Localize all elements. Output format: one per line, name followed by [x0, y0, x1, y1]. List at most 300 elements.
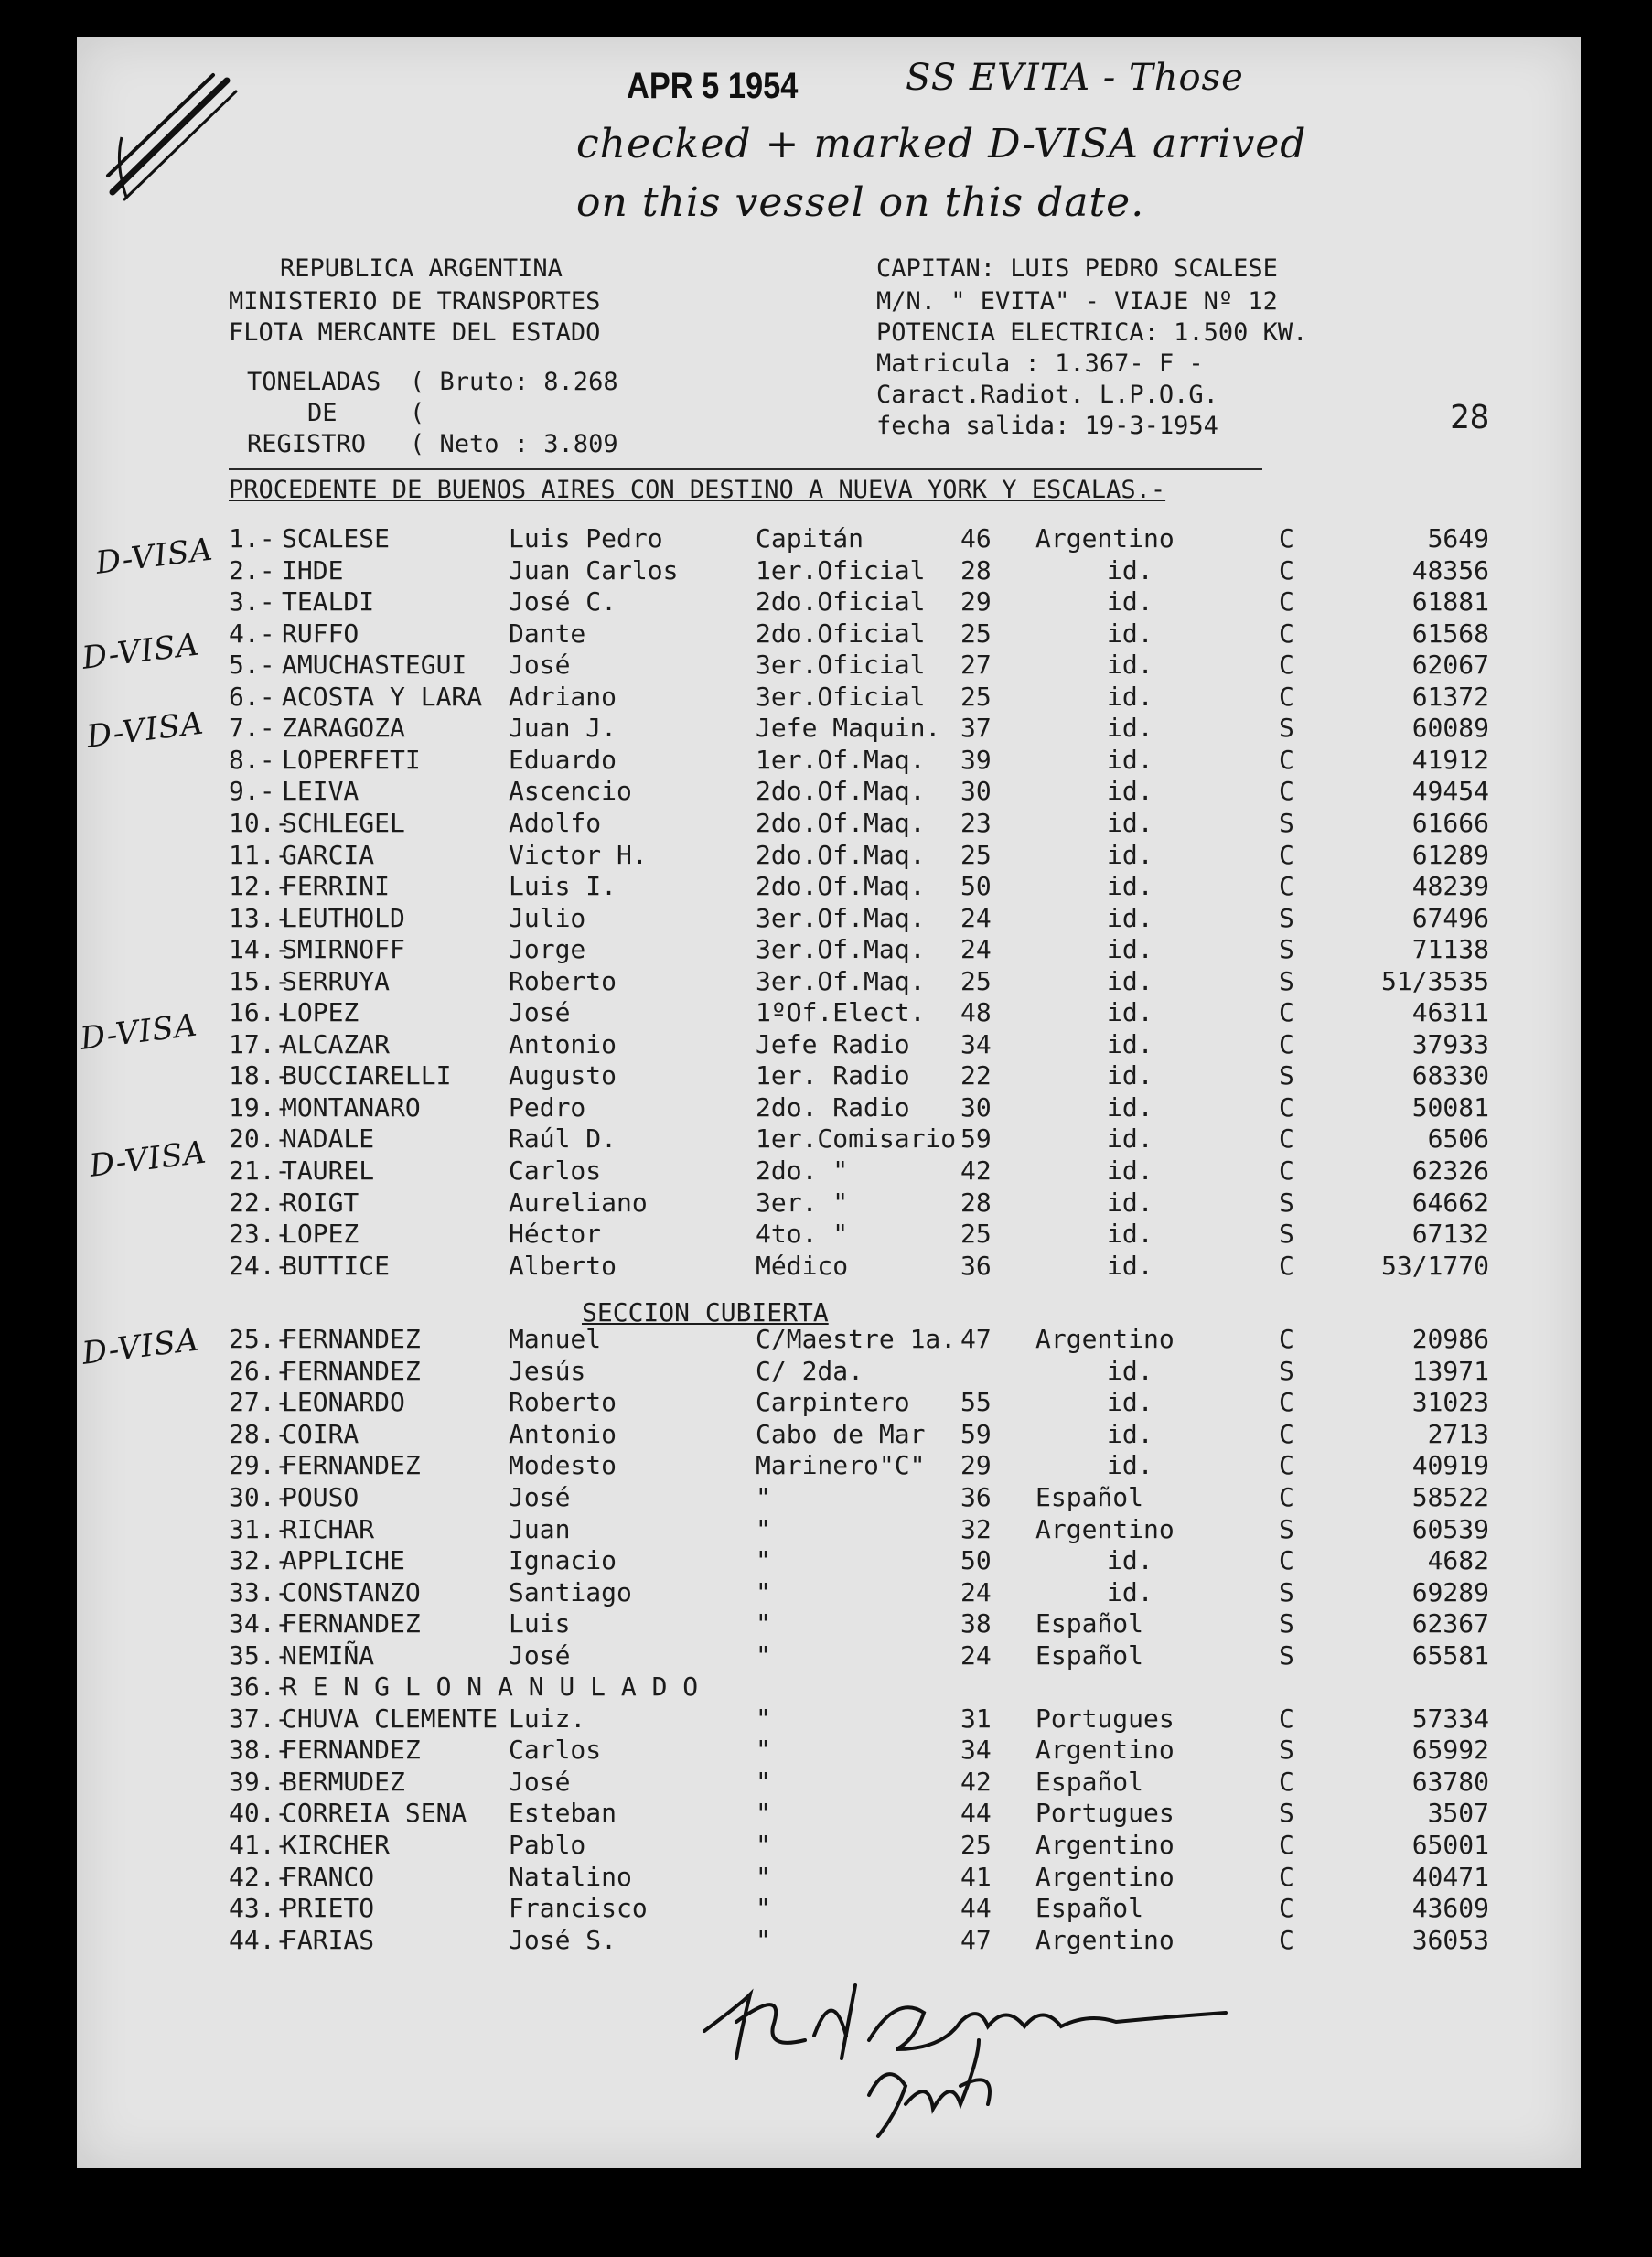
- row-age: 36: [960, 1481, 992, 1512]
- row-id-number: 6506: [1427, 1123, 1489, 1155]
- row-age: 55: [960, 1387, 992, 1418]
- row-rank: ": [756, 1545, 771, 1576]
- row-number: 40.-: [229, 1798, 291, 1829]
- row-nationality: id.: [1107, 618, 1153, 649]
- row-class: S: [1279, 965, 1294, 996]
- row-nationality: id.: [1107, 871, 1153, 902]
- row-rank: ": [756, 1703, 771, 1734]
- header-fleet: FLOTA MERCANTE DEL ESTADO: [229, 318, 601, 347]
- row-age: 25: [960, 1219, 992, 1250]
- row-rank: 2do.Of.Maq.: [756, 839, 926, 870]
- row-given-name: Esteban: [509, 1798, 617, 1829]
- row-given-name: Roberto: [509, 1387, 617, 1418]
- row-nationality: id.: [1107, 1091, 1153, 1123]
- row-nationality: id.: [1107, 965, 1153, 996]
- row-given-name: Luis I.: [509, 871, 617, 902]
- row-given-name: Héctor: [509, 1219, 602, 1250]
- row-nationality: id.: [1107, 1545, 1153, 1576]
- row-id-number: 61568: [1411, 618, 1489, 649]
- dvisa-mark-row-1: D-VISA: [93, 531, 216, 582]
- row-rank: ": [756, 1798, 771, 1829]
- dvisa-mark-row-16: D-VISA: [78, 1006, 200, 1058]
- row-class: S: [1279, 1219, 1294, 1250]
- row-surname: SCALESE: [282, 523, 391, 554]
- row-rank: C/Maestre 1a.: [756, 1324, 957, 1355]
- row-age: 59: [960, 1418, 992, 1449]
- row-number: 7.-: [229, 713, 275, 744]
- row-id-number: 65992: [1411, 1735, 1489, 1766]
- row-nationality: id.: [1107, 713, 1153, 744]
- row-id-number: 40919: [1411, 1450, 1489, 1481]
- row-id-number: 57334: [1411, 1703, 1489, 1734]
- row-class: C: [1279, 523, 1294, 554]
- row-nationality: id.: [1107, 1187, 1153, 1218]
- row-rank: 1er. Radio: [756, 1060, 910, 1091]
- row-number: 31.-: [229, 1513, 291, 1544]
- row-rank: 3er.Oficial: [756, 681, 926, 712]
- row-class: C: [1279, 1324, 1294, 1355]
- row-class: C: [1279, 586, 1294, 618]
- row-age: 34: [960, 1028, 992, 1059]
- row-id-number: 68330: [1411, 1060, 1489, 1091]
- tonnage-bruto: ( Bruto: 8.268: [410, 368, 618, 396]
- row-class: S: [1279, 934, 1294, 965]
- row-age: 27: [960, 650, 992, 681]
- row-rank: ": [756, 1513, 771, 1544]
- row-number: 13.-: [229, 902, 291, 933]
- row-id-number: 51/3535: [1380, 965, 1489, 996]
- row-number: 3.-: [229, 586, 275, 618]
- dvisa-mark-row-7: D-VISA: [84, 704, 207, 756]
- row-id-number: 65581: [1411, 1639, 1489, 1671]
- row-class: C: [1279, 776, 1294, 807]
- row-age: 42: [960, 1155, 992, 1186]
- row-surname: NEMIÑA: [282, 1639, 375, 1671]
- row-rank: Jefe Radio: [756, 1028, 910, 1059]
- row-surname: TEALDI: [282, 586, 375, 618]
- row-id-number: 36053: [1411, 1924, 1489, 1955]
- row-rank: ": [756, 1861, 771, 1892]
- row-age: 34: [960, 1735, 992, 1766]
- row-given-name: José: [509, 997, 571, 1028]
- row-number: 24.-: [229, 1250, 291, 1281]
- row-nationality: Español: [1035, 1766, 1144, 1797]
- row-rank: ": [756, 1576, 771, 1607]
- row-age: 48: [960, 997, 992, 1028]
- row-surname: CONSTANZO: [282, 1576, 421, 1607]
- row-nationality: Argentino: [1035, 1830, 1175, 1860]
- row-id-number: 61372: [1411, 681, 1489, 712]
- row-surname: AMUCHASTEGUI: [282, 650, 467, 681]
- row-surname: LOPEZ: [282, 997, 359, 1028]
- row-rank: ": [756, 1481, 771, 1512]
- row-number: 14.-: [229, 934, 291, 965]
- tonnage-label-2: DE: [307, 399, 338, 427]
- row-class: C: [1279, 1250, 1294, 1281]
- row-class: C: [1279, 1830, 1294, 1860]
- row-given-name: José: [509, 1481, 571, 1512]
- row-id-number: 40471: [1411, 1861, 1489, 1892]
- row-nationality: id.: [1107, 902, 1153, 933]
- row-given-name: Luis Pedro: [509, 523, 663, 554]
- header-departure-date: fecha salida: 19-3-1954: [876, 412, 1218, 440]
- row-class: S: [1279, 1187, 1294, 1218]
- row-number: 19.-: [229, 1091, 291, 1123]
- row-nationality: id.: [1107, 554, 1153, 586]
- row-class: C: [1279, 681, 1294, 712]
- row-nationality: Portugues: [1035, 1798, 1175, 1829]
- row-age: 29: [960, 1450, 992, 1481]
- row-given-name: José S.: [509, 1924, 617, 1955]
- row-class: C: [1279, 744, 1294, 775]
- row-nationality: id.: [1107, 997, 1153, 1028]
- row-class: C: [1279, 1893, 1294, 1924]
- row-class: C: [1279, 997, 1294, 1028]
- row-age: 25: [960, 965, 992, 996]
- row-given-name: Luiz.: [509, 1703, 586, 1734]
- row-surname: APPLICHE: [282, 1545, 405, 1576]
- row-number: 15.-: [229, 965, 291, 996]
- row-rank: Jefe Maquin.: [756, 713, 941, 744]
- row-number: 27.-: [229, 1387, 291, 1418]
- row-surname: FERNANDEZ: [282, 1355, 421, 1386]
- row-age: 41: [960, 1861, 992, 1892]
- header-vessel-voyage: M/N. " EVITA" - VIAJE Nº 12: [876, 287, 1278, 316]
- row-number: 28.-: [229, 1418, 291, 1449]
- row-nationality: id.: [1107, 1155, 1153, 1186]
- row-given-name: Modesto: [509, 1450, 617, 1481]
- row-given-name: Roberto: [509, 965, 617, 996]
- row-nationality: id.: [1107, 650, 1153, 681]
- header-registration: Matricula : 1.367- F -: [876, 349, 1204, 378]
- row-rank: 3er.Of.Maq.: [756, 934, 926, 965]
- handwritten-note-line-2: checked + marked D-VISA arrived: [576, 121, 1307, 167]
- row-class: C: [1279, 1703, 1294, 1734]
- row-given-name: Juan J.: [509, 713, 617, 744]
- row-nationality: id.: [1107, 1387, 1153, 1418]
- row-surname: FERNANDEZ: [282, 1450, 421, 1481]
- row-age: 28: [960, 1187, 992, 1218]
- row-nationality: Español: [1035, 1608, 1144, 1639]
- row-surname: FRANCO: [282, 1861, 375, 1892]
- row-class: C: [1279, 1091, 1294, 1123]
- row-rank: 2do.Oficial: [756, 586, 926, 618]
- row-class: C: [1279, 1766, 1294, 1797]
- dvisa-mark-row-4: D-VISA: [80, 626, 202, 677]
- row-given-name: Carlos: [509, 1155, 602, 1186]
- row-surname: ROIGT: [282, 1187, 359, 1218]
- row-given-name: Jesús: [509, 1355, 586, 1386]
- row-nationality: Argentino: [1035, 523, 1175, 554]
- row-id-number: 71138: [1411, 934, 1489, 965]
- row-number: 25.-: [229, 1324, 291, 1355]
- row-rank: ": [756, 1608, 771, 1639]
- row-id-number: 37933: [1411, 1028, 1489, 1059]
- row-class: C: [1279, 839, 1294, 870]
- row-surname: ACOSTA Y LARA: [282, 681, 483, 712]
- row-rank: Marinero"C": [756, 1450, 926, 1481]
- row-rank: Carpintero: [756, 1387, 910, 1418]
- row-given-name: Antonio: [509, 1028, 617, 1059]
- row-id-number: 48239: [1411, 871, 1489, 902]
- row-class: C: [1279, 554, 1294, 586]
- row-age: 50: [960, 871, 992, 902]
- row-id-number: 63780: [1411, 1766, 1489, 1797]
- row-number: 16.-: [229, 997, 291, 1028]
- row-surname: LEONARDO: [282, 1387, 405, 1418]
- row-surname: MONTANARO: [282, 1091, 421, 1123]
- row-given-name: Adolfo: [509, 807, 602, 838]
- row-number: 33.-: [229, 1576, 291, 1607]
- row-rank: C/ 2da.: [756, 1355, 864, 1386]
- row-age: 44: [960, 1798, 992, 1829]
- row-id-number: 5649: [1427, 523, 1489, 554]
- row-given-name: José: [509, 1766, 571, 1797]
- row-age: 24: [960, 1576, 992, 1607]
- row-age: 25: [960, 839, 992, 870]
- row-class: S: [1279, 807, 1294, 838]
- row-number: 30.-: [229, 1481, 291, 1512]
- row-rank: 1ºOf.Elect.: [756, 997, 926, 1028]
- row-class: S: [1279, 713, 1294, 744]
- row-number: 21.-: [229, 1155, 291, 1186]
- row-rank: 3er.Of.Maq.: [756, 965, 926, 996]
- row-rank: 2do.Of.Maq.: [756, 807, 926, 838]
- row-class: S: [1279, 1355, 1294, 1386]
- row-class: C: [1279, 1861, 1294, 1892]
- corner-check-mark: [99, 64, 245, 210]
- row-age: 59: [960, 1123, 992, 1155]
- row-number: 42.-: [229, 1861, 291, 1892]
- row-id-number: 13971: [1411, 1355, 1489, 1386]
- row-number: 6.-: [229, 681, 275, 712]
- row-surname: FERNANDEZ: [282, 1735, 421, 1766]
- row-id-number: 62326: [1411, 1155, 1489, 1186]
- row-age: 30: [960, 1091, 992, 1123]
- row-number: 2.-: [229, 554, 275, 586]
- row-age: 22: [960, 1060, 992, 1091]
- row-surname: ZARAGOZA: [282, 713, 405, 744]
- header-captain: CAPITAN: LUIS PEDRO SCALESE: [876, 254, 1278, 283]
- row-nationality: id.: [1107, 1219, 1153, 1250]
- handwritten-note-line-1: SS EVITA - Those: [906, 57, 1244, 99]
- tonnage-label-1: TONELADAS: [247, 368, 381, 396]
- row-number: 5.-: [229, 650, 275, 681]
- row-surname: KIRCHER: [282, 1830, 391, 1860]
- row-surname: FARIAS: [282, 1924, 375, 1955]
- row-given-name: Luis: [509, 1608, 571, 1639]
- row-number: 41.-: [229, 1830, 291, 1860]
- row-given-name: Ignacio: [509, 1545, 617, 1576]
- row-surname: BERMUDEZ: [282, 1766, 405, 1797]
- row-number: 20.-: [229, 1123, 291, 1155]
- row-given-name: Antonio: [509, 1418, 617, 1449]
- row-number: 4.-: [229, 618, 275, 649]
- row-nationality: id.: [1107, 1450, 1153, 1481]
- row-surname: FERRINI: [282, 871, 391, 902]
- row-given-name: Pablo: [509, 1830, 586, 1860]
- row-surname: BUTTICE: [282, 1250, 391, 1281]
- row-class: C: [1279, 618, 1294, 649]
- row-nationality: id.: [1107, 1418, 1153, 1449]
- row-number: 10.-: [229, 807, 291, 838]
- row-age: 31: [960, 1703, 992, 1734]
- row-id-number: 65001: [1411, 1830, 1489, 1860]
- row-nationality: id.: [1107, 934, 1153, 965]
- row-age: 25: [960, 618, 992, 649]
- row-rank: 2do.Of.Maq.: [756, 776, 926, 807]
- row-class: S: [1279, 1798, 1294, 1829]
- dvisa-mark-row-20: D-VISA: [87, 1134, 209, 1185]
- row-given-name: Augusto: [509, 1060, 617, 1091]
- header-radio-call: Caract.Radiot. L.P.O.G.: [876, 381, 1218, 409]
- row-surname: LOPERFETI: [282, 744, 421, 775]
- row-nationality: id.: [1107, 1028, 1153, 1059]
- row-nationality: id.: [1107, 1060, 1153, 1091]
- row-age: 25: [960, 1830, 992, 1860]
- row-given-name: Alberto: [509, 1250, 617, 1281]
- row-surname: SMIRNOFF: [282, 934, 405, 965]
- row-rank: 3er.Of.Maq.: [756, 902, 926, 933]
- row-class: C: [1279, 1387, 1294, 1418]
- row-age: 36: [960, 1250, 992, 1281]
- row-number: 43.-: [229, 1893, 291, 1924]
- row-id-number: 43609: [1411, 1893, 1489, 1924]
- row-age: 24: [960, 934, 992, 965]
- row-nationality: Portugues: [1035, 1703, 1175, 1734]
- row-number: 32.-: [229, 1545, 291, 1576]
- row-nationality: id.: [1107, 1123, 1153, 1155]
- handwritten-note-line-3: on this vessel on this date.: [576, 179, 1145, 226]
- row-nationality: Argentino: [1035, 1735, 1175, 1766]
- row-given-name: José: [509, 650, 571, 681]
- row-id-number: 61666: [1411, 807, 1489, 838]
- row-given-name: Adriano: [509, 681, 617, 712]
- row-number: 26.-: [229, 1355, 291, 1386]
- row-given-name: Eduardo: [509, 744, 617, 775]
- row-number: 34.-: [229, 1608, 291, 1639]
- dvisa-mark-row-25: D-VISA: [80, 1321, 202, 1372]
- row-number: 44.-: [229, 1924, 291, 1955]
- row-id-number: 60539: [1411, 1513, 1489, 1544]
- row-id-number: 50081: [1411, 1091, 1489, 1123]
- row-number: 39.-: [229, 1766, 291, 1797]
- row-surname: GARCIA: [282, 839, 375, 870]
- row-id-number: 53/1770: [1380, 1250, 1489, 1281]
- row-nationality: id.: [1107, 1355, 1153, 1386]
- row-number: 9.-: [229, 776, 275, 807]
- row-nationality: id.: [1107, 681, 1153, 712]
- row-surname: LOPEZ: [282, 1219, 359, 1250]
- row-number: 36.-: [229, 1671, 291, 1703]
- row-age: 30: [960, 776, 992, 807]
- section-title: SECCION CUBIERTA: [582, 1297, 829, 1327]
- row-surname: RUFFO: [282, 618, 359, 649]
- row-class: C: [1279, 1123, 1294, 1155]
- row-number: 35.-: [229, 1639, 291, 1671]
- row-surname: CORREIA SENA: [282, 1798, 467, 1829]
- row-class: S: [1279, 1060, 1294, 1091]
- row-rank: ": [756, 1735, 771, 1766]
- row-rank: 1er.Of.Maq.: [756, 744, 926, 775]
- row-id-number: 62067: [1411, 650, 1489, 681]
- row-rank: 2do.Of.Maq.: [756, 871, 926, 902]
- row-rank: ": [756, 1766, 771, 1797]
- tonnage-paren: (: [410, 399, 425, 427]
- row-given-name: José: [509, 1639, 571, 1671]
- row-number: 29.-: [229, 1450, 291, 1481]
- row-surname: LEUTHOLD: [282, 902, 405, 933]
- row-rank: 2do.Oficial: [756, 618, 926, 649]
- row-surname: SCHLEGEL: [282, 807, 405, 838]
- row-class: C: [1279, 650, 1294, 681]
- row-surname: COIRA: [282, 1418, 359, 1449]
- row-rank: ": [756, 1830, 771, 1860]
- row-id-number: 61881: [1411, 586, 1489, 618]
- row-id-number: 20986: [1411, 1324, 1489, 1355]
- row-id-number: 69289: [1411, 1576, 1489, 1607]
- row-id-number: 61289: [1411, 839, 1489, 870]
- row-number: 38.-: [229, 1735, 291, 1766]
- row-age: 25: [960, 681, 992, 712]
- row-id-number: 3507: [1427, 1798, 1489, 1829]
- row-nationality: Español: [1035, 1639, 1144, 1671]
- row-class: S: [1279, 902, 1294, 933]
- row-surname: TAUREL: [282, 1155, 375, 1186]
- row-age: 39: [960, 744, 992, 775]
- row-given-name: Carlos: [509, 1735, 602, 1766]
- row-number: 8.-: [229, 744, 275, 775]
- row-nationality: Español: [1035, 1893, 1144, 1924]
- row-rank: ": [756, 1924, 771, 1955]
- row-rank: Cabo de Mar: [756, 1418, 926, 1449]
- row-rank: 1er.Comisario: [756, 1123, 957, 1155]
- route-line: PROCEDENTE DE BUENOS AIRES CON DESTINO A NUEVA YORK Y ESCALAS.-: [229, 476, 1166, 504]
- row-given-name: Dante: [509, 618, 586, 649]
- row-rank: 4to. ": [756, 1219, 849, 1250]
- row-age: 23: [960, 807, 992, 838]
- tonnage-neto: ( Neto : 3.809: [410, 430, 618, 458]
- row-rank: 3er. ": [756, 1187, 849, 1218]
- row-surname: SERRUYA: [282, 965, 391, 996]
- row-number: 23.-: [229, 1219, 291, 1250]
- row-id-number: 31023: [1411, 1387, 1489, 1418]
- page-number: 28: [1450, 399, 1490, 436]
- row-given-name: Manuel: [509, 1324, 602, 1355]
- row-given-name: Santiago: [509, 1576, 632, 1607]
- row-class: S: [1279, 1639, 1294, 1671]
- row-given-name: Victor H.: [509, 839, 648, 870]
- row-given-name: Juan Carlos: [509, 554, 679, 586]
- row-given-name: Julio: [509, 902, 586, 933]
- row-given-name: Francisco: [509, 1893, 648, 1924]
- row-age: 29: [960, 586, 992, 618]
- row-number: 17.-: [229, 1028, 291, 1059]
- row-age: 24: [960, 1639, 992, 1671]
- row-rank: Capitán: [756, 523, 864, 554]
- row-surname: RICHAR: [282, 1513, 375, 1544]
- row-age: 37: [960, 713, 992, 744]
- row-class: C: [1279, 1028, 1294, 1059]
- row-age: 46: [960, 523, 992, 554]
- header-country: REPUBLICA ARGENTINA: [280, 254, 563, 283]
- row-id-number: 46311: [1411, 997, 1489, 1028]
- row-rank: 1er.Oficial: [756, 554, 926, 586]
- row-surname: LEIVA: [282, 776, 359, 807]
- row-rank: ": [756, 1639, 771, 1671]
- row-given-name: Aureliano: [509, 1187, 648, 1218]
- row-given-name: Natalino: [509, 1861, 632, 1892]
